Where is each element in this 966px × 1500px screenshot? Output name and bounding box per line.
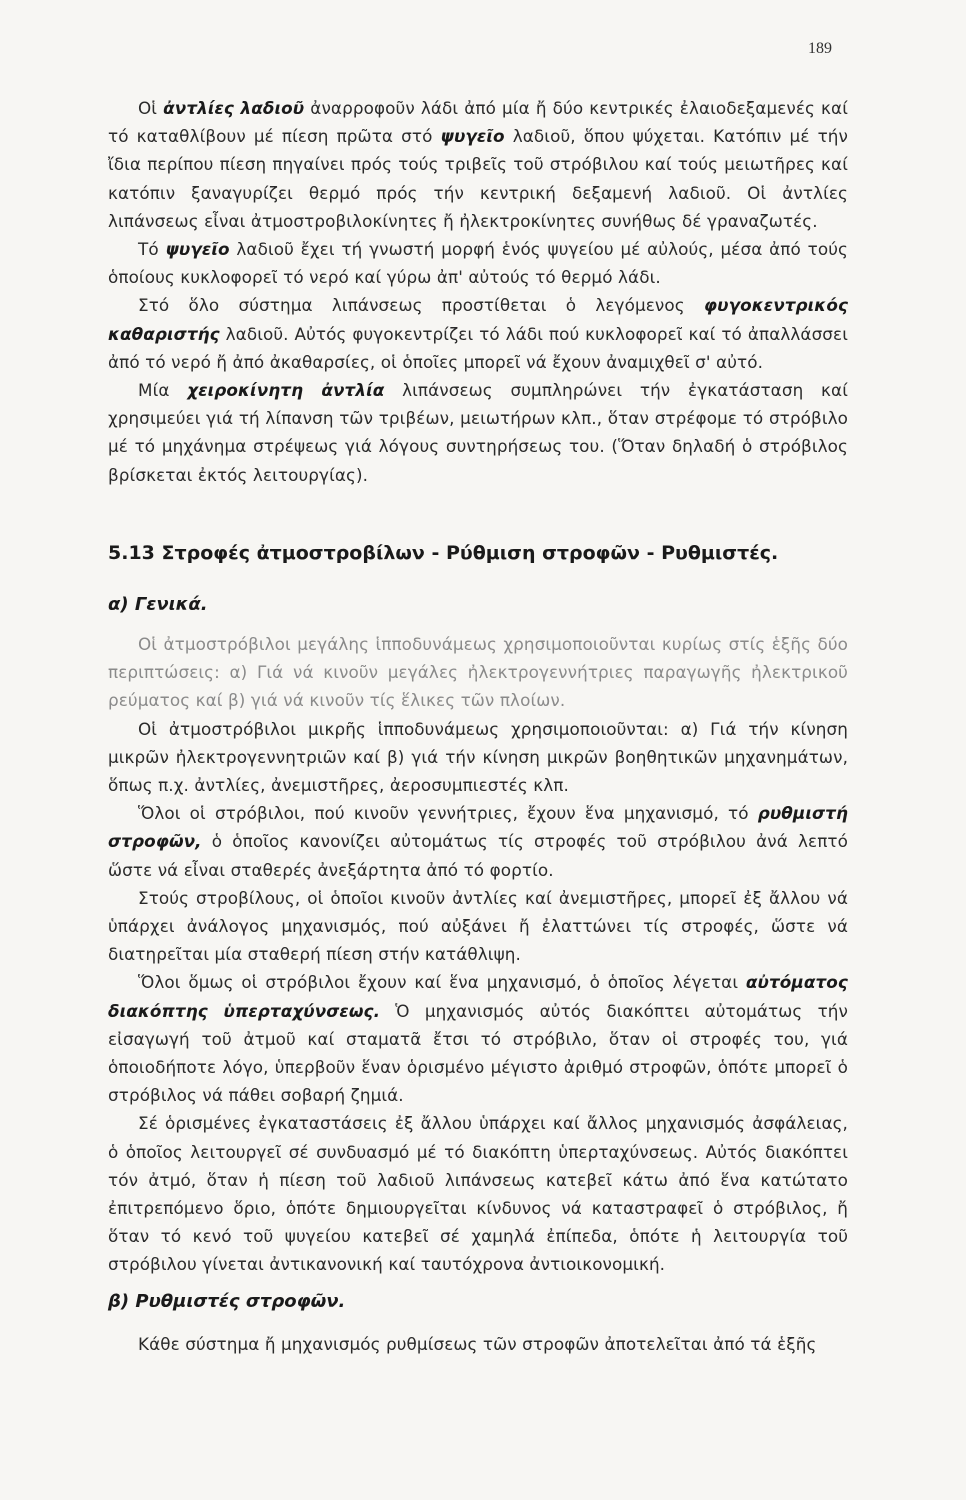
paragraph xyxy=(108,1330,848,1358)
text-run: Ὅλοι ὅμως οἱ στρόβιλοι ἔχουν καί ἕνα μηχανισμό, ὁ ὁποῖος λέγεται xyxy=(138,972,746,993)
emphasized-term: φυγοκεντρικός καθαριστής xyxy=(108,295,848,344)
paragraph xyxy=(108,291,848,376)
emphasized-term: ἀντλίες λαδιοῦ xyxy=(163,98,305,118)
text-run: Οἱ xyxy=(138,98,164,118)
text-run: Τό xyxy=(138,239,166,260)
emphasized-term: χειροκίνητη ἀντλία xyxy=(187,380,385,401)
text-run: λιπάνσεως συμπληρώνει τήν ἐγκατάσταση καί χρησιμεύει γιά τή λίπανση τῶν τριβέων, μειωτήρων κλπ., ὅταν στρέφομε τό στρόβιλο μέ τό μηχάνημα στρέψεως γιά λόγους συντηρήσεως του. (Ὅταν δηλαδή ὁ στρόβιλος βρίσκεται ἐκτός λειτουργίας). xyxy=(108,380,848,485)
text-run: Οἱ ἀτμοστρόβιλοι μικρῆς ἱπποδυνάμεως χρησιμοποιοῦνται: α) Γιά τήν κίνηση μικρῶν ἠλεκτρογεννητριῶν καί β) γιά τήν κίνηση μικρῶν βοηθητικῶν μηχανημάτων, ὅπως π.χ. ἀντλίες, ἀνεμιστῆρες, ἀεροσυμπιεστές κλπ. xyxy=(108,718,848,796)
subheading-general: α) Γενικά. xyxy=(108,594,208,615)
text-run: Κάθε σύστημα ἤ μηχανισμός ρυθμίσεως τῶν στροφῶν ἀποτελεῖται ἀπό τά ἑξῆς xyxy=(138,1334,817,1354)
paragraph xyxy=(108,1109,848,1278)
paragraph xyxy=(108,630,848,715)
text-run: Οἱ ἀτμοστρόβιλοι μεγάλης ἱπποδυνάμεως χρησιμοποιοῦνται κυρίως στίς ἑξῆς δύο περιπτώσεις: α) Γιά νά κινοῦν μεγάλες ἠλεκτρογεννήτριες παραγωγῆς ἠλεκτρικοῦ ρεύματος καί β) γιά νά κινοῦν τίς ἕλικες τῶν πλοίων. xyxy=(108,634,848,711)
paragraph xyxy=(108,376,848,489)
text-run: Μία xyxy=(138,380,188,401)
general-text-block xyxy=(108,630,848,1279)
text-run: λαδιοῦ. Αὐτός φυγοκεντρίζει τό λάδι πού κυκλοφορεῖ καί τό ἀπαλλάσσει ἀπό τό νερό ἤ ἀπό ἀκαθαρσίες, οἱ ὁποῖες μπορεῖ νά ἔχουν ἀναμιχθεῖ σ' αὐτό. xyxy=(108,323,848,372)
paragraph xyxy=(108,94,848,235)
governors-text-block xyxy=(108,1330,848,1358)
text-run: λαδιοῦ ἔχει τή γνωστή μορφή ἑνός ψυγείου μέ αὐλούς, μέσα ἀπό τούς ὁποίους κυκλοφορεῖ τό νερό καί γύρω ἀπ' αὐτούς τό θερμό λάδι. xyxy=(108,239,848,288)
paragraph xyxy=(108,715,848,800)
emphasized-term: αὐτόματος διακόπτης ὑπερταχύνσεως. xyxy=(108,972,848,1021)
paragraph xyxy=(108,968,848,1109)
text-run: ὁ ὁποῖος κανονίζει αὐτομάτως τίς στροφές τοῦ στρόβιλου ἀνά λεπτό ὥστε νά εἶναι σταθερές ἀνεξάρτητα ἀπό τό φορτίο. xyxy=(108,831,848,880)
paragraph xyxy=(108,235,848,291)
emphasized-term: ρυθμιστή στροφῶν, xyxy=(108,803,848,852)
emphasized-term: ψυγεῖο xyxy=(165,239,230,260)
text-run: Σέ ὁρισμένες ἐγκαταστάσεις ἐξ ἄλλου ὑπάρχει καί ἄλλος μηχανισμός ἀσφάλειας, ὁ ὁποῖος λειτουργεῖ σέ συνδυασμό μέ τό διακόπτη ὑπερταχύνσεως. Αὐτός διακόπτει τόν ἀτμό, ὅταν ἡ πίεση τοῦ λαδιοῦ λιπάνσεως κατεβεῖ κάτω ἀπό ἕνα κατώτατο ἐπιτρεπόμενο ὅριο, ὁπότε δημιουργεῖται κίνδυνος νά καταστραφεῖ ὁ στρόβιλος, ἤ ὅταν τό κενό τοῦ ψυγείου κατεβεῖ σέ χαμηλά ἐπίπεδα, ὁπότε ἡ λειτουργία τοῦ στρόβιλου γίνεται ἀντικανονική καί ταυτόχρονα ἀντιοικονομική. xyxy=(108,1113,848,1275)
top-text-block xyxy=(108,94,848,489)
text-run: Ὅλοι οἱ στρόβιλοι, πού κινοῦν γεννήτριες, ἔχουν ἕνα μηχανισμό, τό xyxy=(138,803,758,824)
section-heading: 5.13 Στροφές ἀτμοστροβίλων - Ρύθμιση στροφῶν - Ρυθμιστές. xyxy=(108,542,779,564)
emphasized-term: ψυγεῖο xyxy=(440,126,505,147)
paragraph xyxy=(108,884,848,969)
text-run: ἀναρροφοῦν λάδι ἀπό μία ἤ δύο κεντρικές ἐλαιοδεξαμενές καί τό καταθλίβουν μέ πίεση πρῶτα στό xyxy=(108,98,848,147)
text-run: Στούς στροβίλους, οἱ ὁποῖοι κινοῦν ἀντλίες καί ἀνεμιστῆρες, μπορεῖ ἐξ ἄλλου νά ὑπάρχει ἀνάλογος μηχανισμός, πού αὐξάνει ἤ ἐλαττώνει τίς στροφές, ὥστε νά διατηρεῖται μία σταθερή πίεση στήν κατάθλιψη. xyxy=(108,887,848,965)
text-run: Στό ὅλο σύστημα λιπάνσεως προστίθεται ὁ λεγόμενος xyxy=(138,295,704,316)
paragraph xyxy=(108,799,848,884)
subheading-governors: β) Ρυθμιστές στροφῶν. xyxy=(108,1291,346,1312)
text-run: Ὁ μηχανισμός αὐτός διακόπτει αὐτομάτως τήν εἰσαγωγή τοῦ ἀτμοῦ καί σταματᾶ ἔτσι τό στρόβιλο, ὅταν οἱ στροφές του, γιά ὁποιοδήποτε λόγο, ὑπερβοῦν ἕναν ὁρισμένο μέγιστο ἀριθμό στροφῶν, ὁπότε μπορεῖ ὁ στρόβιλος νά πάθει σοβαρή ζημιά. xyxy=(108,1000,848,1106)
page-number: 189 xyxy=(808,40,832,57)
text-run: λαδιοῦ, ὅπου ψύχεται. Κατόπιν μέ τήν ἴδια περίπου πίεση πηγαίνει πρός τούς τριβεῖς τοῦ στρόβιλου καί τούς μειωτῆρες καί κατόπιν ξαναγυρίζει θερμό πρός τήν κεντρική δεξαμενή λαδιοῦ. Οἱ ἀντλίες λιπάνσεως εἶναι ἀτμοστροβιλοκίνητες ἤ ἠλεκτροκίνητες συνήθως δέ γραναζωτές. xyxy=(108,126,848,231)
